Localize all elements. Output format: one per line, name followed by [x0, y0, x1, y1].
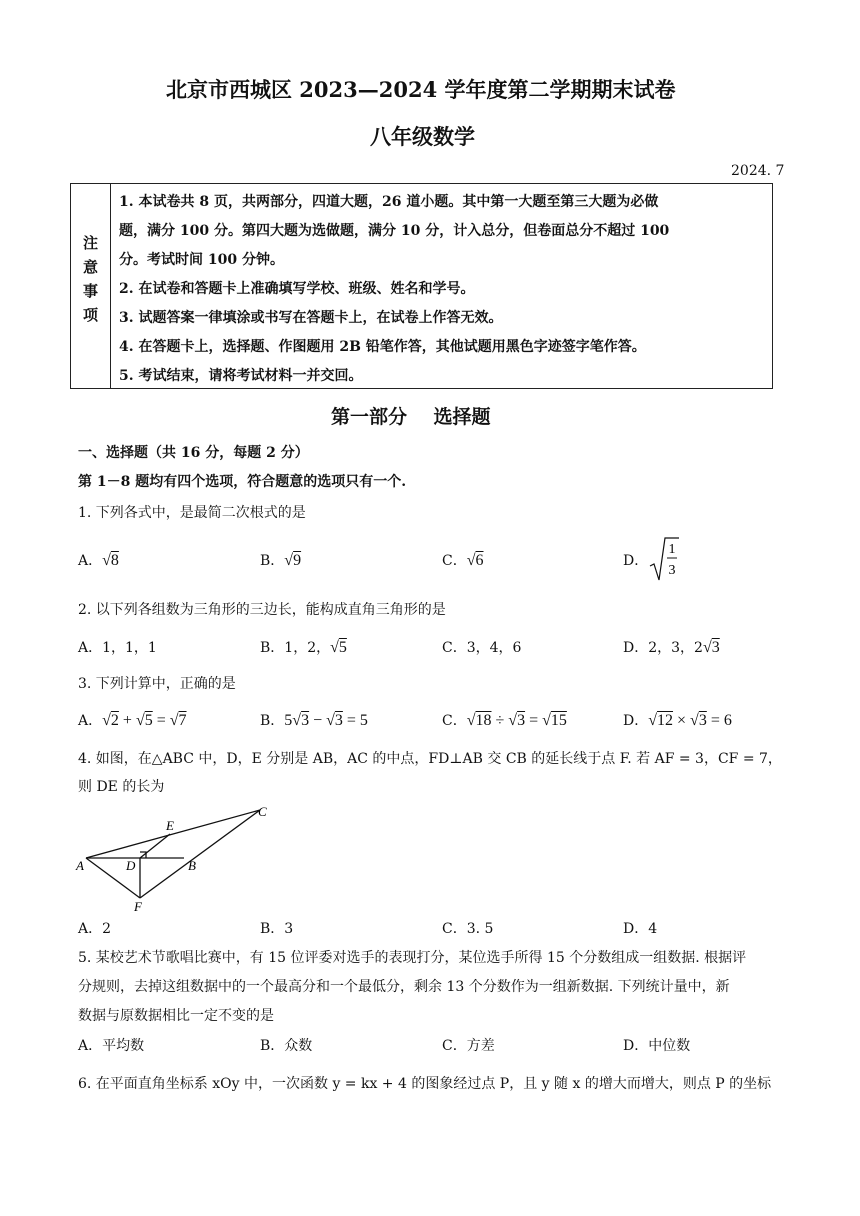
coefficient: 5 [284, 712, 293, 729]
q3-option-d: D．√12 × √3 = 6 [623, 712, 732, 729]
notice-head-char: 注 [83, 234, 99, 252]
question-5-line: 数据与原数据相比一定不变的是 [78, 1008, 274, 1024]
notice-heading [71, 184, 111, 388]
q1-option-b: B．√9 [260, 552, 302, 569]
result: = 5 [346, 712, 368, 729]
vertex-label-a: A [76, 858, 84, 873]
radicand: 2 [110, 712, 119, 729]
radicand: 12 [657, 712, 674, 729]
radicand: 5 [338, 639, 347, 656]
radicand: 7 [178, 712, 187, 729]
vertex-label-b: B [188, 858, 196, 873]
option-label: C． [442, 553, 467, 569]
radicand: 3 [517, 712, 526, 729]
operator: − [313, 712, 323, 729]
option-label: D． [623, 713, 649, 729]
radicand: 15 [550, 712, 567, 729]
operator: + [122, 712, 132, 729]
q4-option-d: D．4 [623, 921, 658, 937]
operator: = [529, 712, 539, 729]
q3-option-a: A．√2 + √5 = √7 [78, 712, 187, 729]
notice-line: 1. 本试卷共 8 页，共两部分，四道大题，26 道小题。其中第一大题至第三大题为必做 [119, 194, 659, 210]
vertex-label-e: E [166, 818, 174, 833]
q2-option-a: A．1，1，1 [78, 640, 157, 656]
q5-option-b: B．众数 [260, 1038, 313, 1054]
question-5-line: 分规则，去掉这组数据中的一个最高分和一个最低分，剩余 13 个分数作为一组新数据. 下列统计量中，新 [78, 979, 730, 995]
q2-option-d: D．2，3，2√3 [623, 639, 720, 656]
operator: × [677, 712, 687, 729]
notice-line: 4. 在答题卡上，选择题、作图题用 2B 铅笔作答，其他试题用黑色字迹签字笔作答。 [119, 339, 646, 355]
question-6-line: 6. 在平面直角坐标系 xOy 中，一次函数 y = kx + 4 的图象经过点 P，且 y 随 x 的增大而增大，则点 P 的坐标 [78, 1076, 772, 1092]
q5-option-c: C．方差 [442, 1038, 495, 1054]
operator: = [156, 712, 166, 729]
operator: ÷ [495, 712, 505, 729]
q3-option-c: C．√18 ÷ √3 = √15 [442, 712, 567, 729]
vertex-label-f: F [134, 899, 142, 912]
option-label: A． [78, 553, 103, 569]
question-4-stem-2: 则 DE 的长为 [78, 779, 165, 795]
notice-line: 5. 考试结束，请将考试材料一并交回。 [119, 368, 363, 384]
q1-option-c: C．√6 [442, 552, 484, 569]
exam-date: 2024. 7 [731, 163, 785, 179]
notice-head-char: 意 [83, 258, 99, 276]
q2-option-b: B．1，2，√5 [260, 639, 347, 656]
section-instruction: 第 1－8 题均有四个选项，符合题意的选项只有一个. [78, 474, 407, 490]
option-label: B． [260, 553, 285, 569]
notice-head-char: 事 [83, 282, 99, 300]
result: = 6 [710, 712, 732, 729]
question-4-stem: 4. 如图，在△ABC 中，D，E 分别是 AB，AC 的中点，FD⊥AB 交 CB 的延长线于点 F. 若 AF = 3，CF = 7， [78, 751, 782, 767]
radicand: 3 [698, 712, 707, 729]
radicand: 3 [711, 639, 720, 656]
q4-option-c: C．3. 5 [442, 921, 494, 937]
q4-triangle-figure [74, 800, 274, 912]
question-3-stem: 3. 下列计算中，正确的是 [78, 676, 236, 692]
q4-option-a: A．2 [78, 921, 112, 937]
option-label: C． [442, 713, 467, 729]
option-label: D．2，3，2 [623, 640, 703, 656]
option-label: B．1，2， [260, 640, 331, 656]
notice-box [70, 183, 773, 389]
q1-option-a: A．√8 [78, 552, 119, 569]
exam-subtitle: 八年级数学 [370, 124, 475, 149]
part-title: 第一部分 选择题 [331, 406, 491, 428]
exam-title: 北京市西城区 2023—2024 学年度第二学期期末试卷 [166, 77, 676, 102]
radicand: 3 [334, 712, 343, 729]
radicand: 6 [475, 552, 484, 569]
q1-d-fraction-sqrt [648, 536, 680, 582]
question-1-stem: 1. 下列各式中，是最简二次根式的是 [78, 505, 306, 521]
q5-option-a: A．平均数 [78, 1038, 145, 1054]
q3-option-b: B．5√3 − √3 = 5 [260, 712, 368, 729]
vertex-label-c: C [258, 804, 267, 819]
option-label: B． [260, 713, 285, 729]
question-5-line: 5. 某校艺术节歌唱比赛中，有 15 位评委对选手的表现打分，某位选手所得 15 个分数组成一组数据. 根据评 [78, 950, 747, 966]
option-label: D． [623, 553, 649, 569]
q5-option-d: D．中位数 [623, 1038, 691, 1054]
notice-line: 分。考试时间 100 分钟。 [119, 252, 284, 268]
option-label: A． [78, 713, 103, 729]
q2-option-c: C．3，4，6 [442, 640, 522, 656]
fraction-numerator: 1 [668, 542, 676, 557]
fraction-denominator: 3 [668, 563, 676, 578]
question-2-stem: 2. 以下列各组数为三角形的三边长，能构成直角三角形的是 [78, 602, 446, 618]
notice-line: 题，满分 100 分。第四大题为选做题，满分 10 分，计入总分，但卷面总分不超过 100 [119, 223, 670, 239]
radicand: 5 [144, 712, 153, 729]
vertex-label-d: D [126, 858, 136, 873]
q4-option-b: B．3 [260, 921, 294, 937]
radicand: 9 [293, 552, 302, 569]
notice-line: 2. 在试卷和答题卡上准确填写学校、班级、姓名和学号。 [119, 281, 475, 297]
notice-head-char: 项 [83, 306, 99, 324]
q1-option-d [623, 550, 648, 570]
notice-line: 3. 试题答案一律填涂或书写在答题卡上，在试卷上作答无效。 [119, 310, 503, 326]
radicand: 18 [475, 712, 492, 729]
section-title: 一、选择题（共 16 分，每题 2 分） [78, 445, 309, 461]
radicand: 8 [110, 552, 119, 569]
radicand: 3 [301, 712, 310, 729]
